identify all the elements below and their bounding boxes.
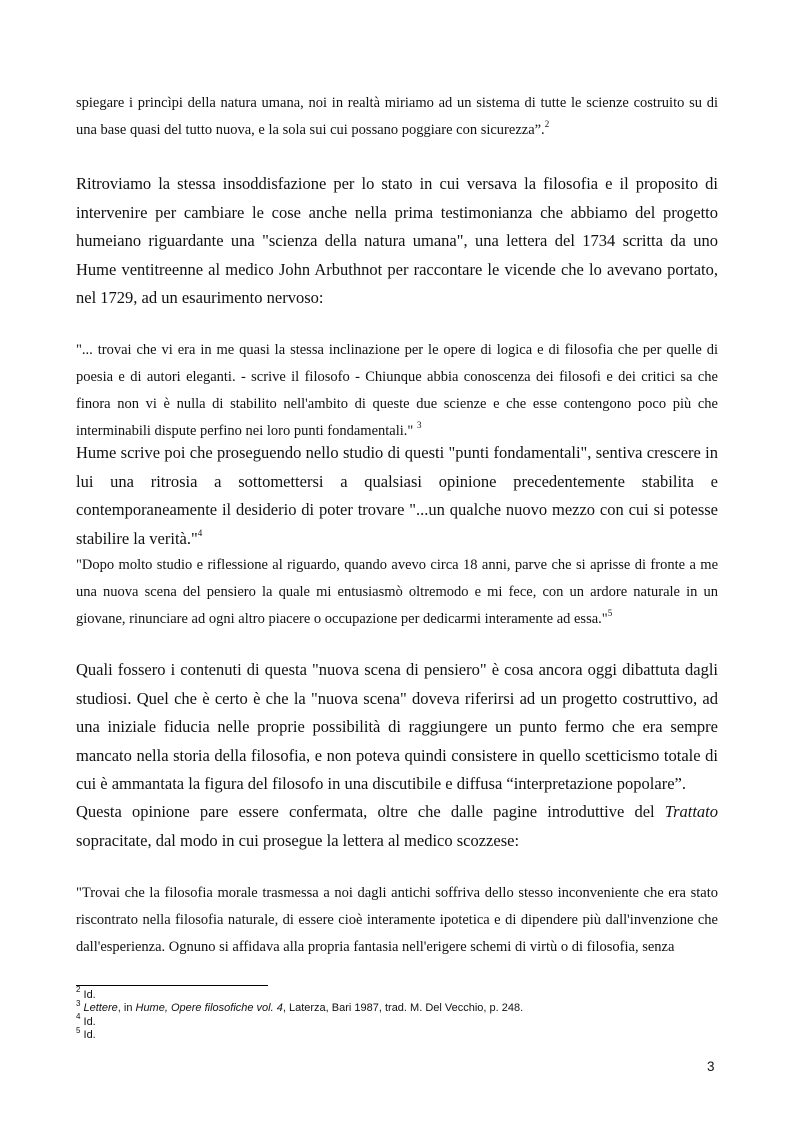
footnote-separator [76, 985, 268, 986]
paragraph-quote-3: "Trovai che la filosofia morale trasmessa a noi dagli antichi soffriva dello stesso inconveniente che era stato riscontrato nella filosofia naturale, di essere cioè interamente ipotetica e di dipendere più dall'invenzione che dall'esperienza. Ognuno si affidava alla propria fantasia nell'erigere schemi di virtù o di filosofia, senza [76, 885, 718, 955]
footnote-ref-5[interactable]: 5 [607, 608, 613, 619]
paragraph-body-1: Ritroviamo la stessa insoddisfazione per lo stato in cui versava la filosofia e il proposito di intervenire per cambiare le cose anche nella prima testimonianza che abbiamo del progetto humeiano riguardante una "scienza della natura umana", una lettera del 1734 scritta da uno Hume ventitreenne al medico John Arbuthnot per raccontare le vicende che lo avevano portato, nel 1729, ad un esaurimento nervoso: [76, 174, 718, 307]
footnote-3: $^3$ Lettere, in Hume, Opere filosofiche vol. 4, Laterza, Bari 1987, trad. M. Del Vecchio, p. 248. [76, 998, 524, 1015]
paragraph-quote-2: "Dopo molto studio e riflessione al riguardo, quando avevo circa 18 anni, parve che si aprisse di fronte a me una nuova scena del pensiero la quale mi entusiasmò oltremodo e mi fece, con un ardore naturale in un giovane, rinunciare ad ogni altro piacere o occupazione per dedicarmi interamente ad essa."$^5$ [76, 557, 718, 627]
page-number: 3 [707, 1059, 715, 1074]
book-title-trattato: Trattato [664, 802, 718, 821]
footnote-ref-4[interactable]: 4 [197, 528, 203, 538]
footnotes [76, 985, 718, 1043]
paragraph-quote-1: "... trovai che vi era in me quasi la stessa inclinazione per le opere di logica e di filosofia che per quelle di poesia e di autori eleganti. - scrive il filosofo - Chiunque abbia conoscenza dei filosofi e dei critici sa che finora non vi è nulla di stabilito nell'ambito di queste due scienze e che esse contengono poco più che interminabili dispute perfino nei loro punti fondamentali." $^3$ [76, 342, 718, 439]
footnote-4: $^4$ Id. [76, 1012, 96, 1028]
footnote-ref-3[interactable]: 3 [416, 420, 422, 431]
paragraph-quote-continuation: spiegare i princìpi della natura umana, noi in realtà miriamo ad un sistema di tutte le scienze costruito su di una base quasi del tutto nuova, e la sola sui cui possano poggiare con sicurezza”.$^2$ [76, 95, 718, 138]
paragraph-body-2: Hume scrive poi che proseguendo nello studio di questi "punti fondamentali", sentiva crescere in lui una ritrosia a sottomettersi a qualsiasi opinione precedentemente stabilita e contemporaneamente il desiderio di poter trovare "...un qualche nuovo mezzo con cui si potesse stabilire la verità."$^4$ [76, 443, 718, 548]
footnote-5: $^5$ Id. [76, 1025, 96, 1042]
footnote-ref-2[interactable]: 2 [544, 119, 550, 130]
footnote-2: $^2$ Id. [76, 985, 96, 1001]
paragraph-body-3: Quali fossero i contenuti di questa "nuova scena di pensiero" è cosa ancora oggi dibattuta dagli studiosi. Quel che è certo è che la "nuova scena" doveva riferirsi ad un progetto costruttivo, ad una iniziale fiducia nelle proprie possibilità di raggiungere un punto fermo che era sempre mancato nella storia della filosofia, e non poteva quindi consistere in quello scetticismo totale di cui è ammantata la figura del filosofo in una discutibile e diffusa “interpretazione popolare”. [76, 660, 718, 793]
paragraph-body-4: Questa opinione pare essere confermata, oltre che dalle pagine introduttive del Trattato sopracitate, dal modo in cui prosegue la lettera al medico scozzese: [76, 802, 718, 850]
